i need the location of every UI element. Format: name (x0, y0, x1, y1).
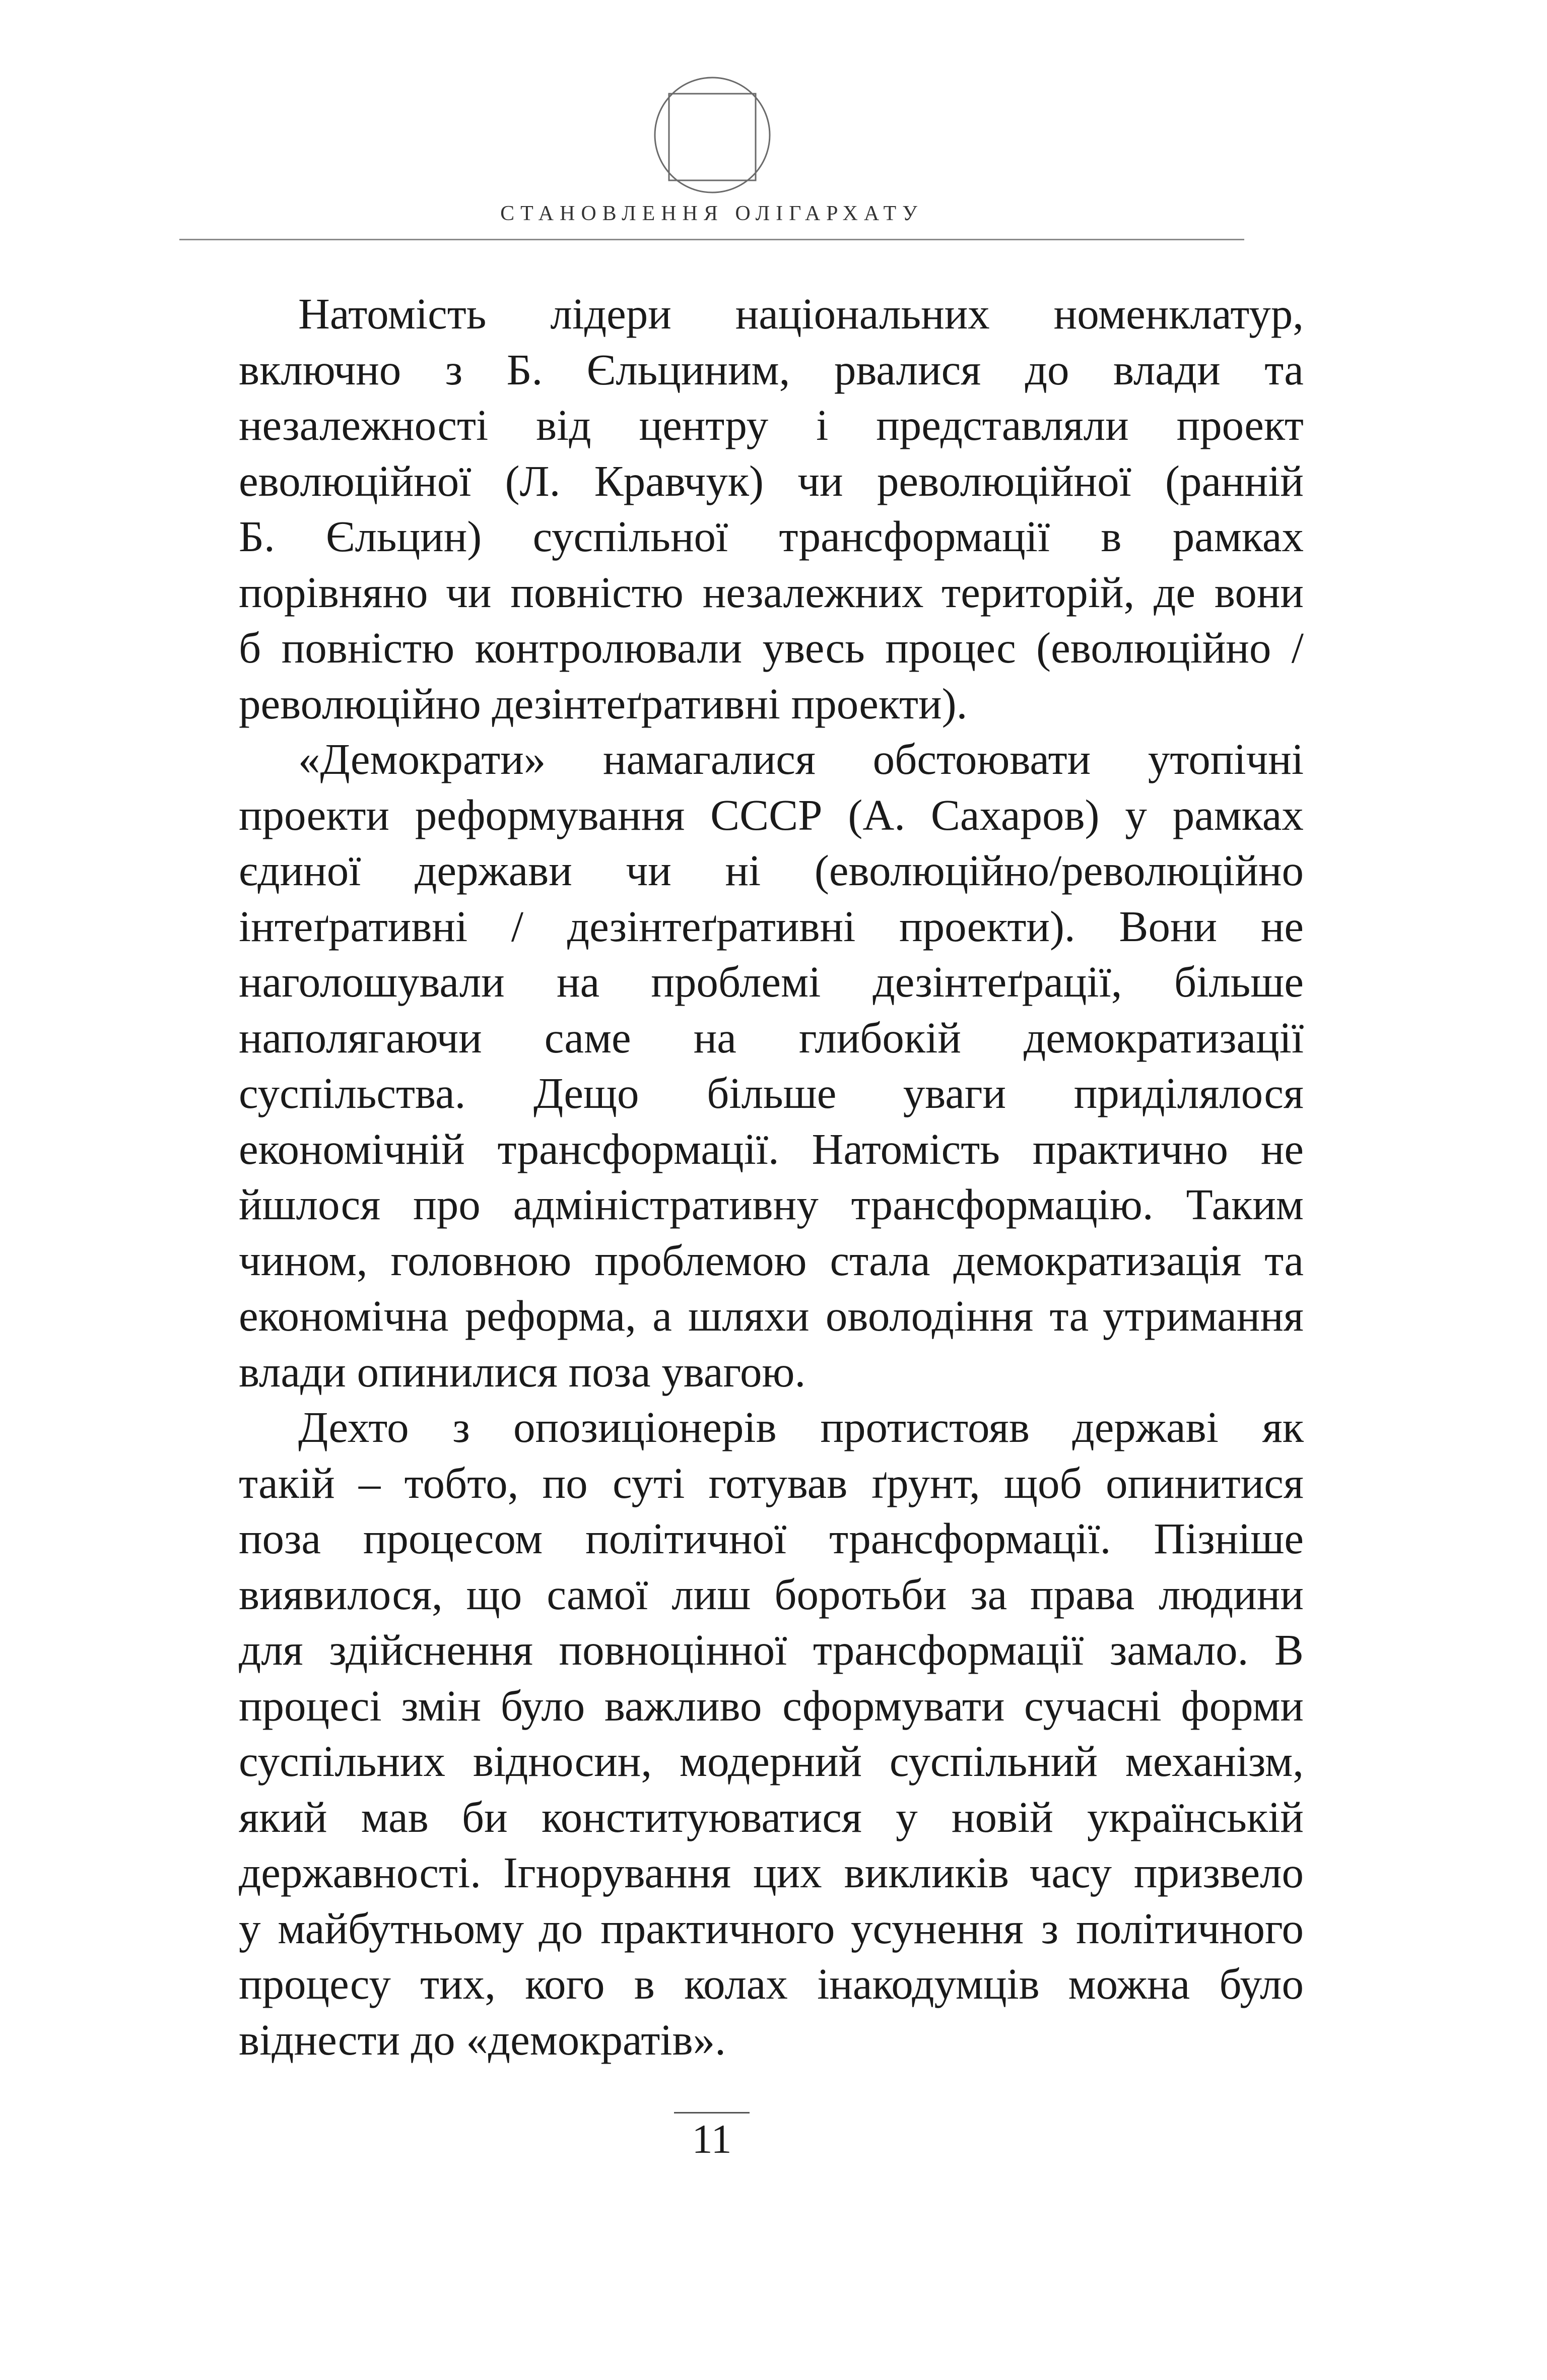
word: відносин, (473, 1737, 652, 1786)
word: проекти). (899, 901, 1075, 951)
word: чи (797, 456, 843, 505)
word: мав (361, 1792, 428, 1841)
word: здійснення (329, 1625, 533, 1674)
word: включно (239, 345, 401, 394)
word: процесом (363, 1514, 543, 1563)
word: колах (684, 1959, 788, 2008)
word: змін (401, 1681, 482, 1730)
word: трансформації. (829, 1514, 1111, 1563)
word: лідери (550, 289, 671, 338)
word: викликів (844, 1848, 1007, 1897)
word: за (970, 1569, 1007, 1619)
word: до (1025, 345, 1069, 394)
word: опозиціонерів (513, 1403, 777, 1451)
word: Дещо (533, 1069, 639, 1117)
word: суті (613, 1458, 685, 1507)
word: СССР (710, 790, 823, 839)
word: сучасні (1024, 1681, 1162, 1730)
word: рамках (1172, 790, 1304, 839)
word: саме (544, 1013, 631, 1062)
word: незалежності (239, 401, 489, 449)
word: ні (725, 846, 761, 895)
word: ґрунт, (871, 1458, 980, 1507)
text-line (179, 1956, 1304, 2012)
word: Натомість (812, 1124, 1000, 1173)
word: / (1291, 623, 1304, 672)
word: про (413, 1180, 481, 1229)
word: повністю (510, 567, 684, 617)
text-line (179, 1010, 1304, 1066)
word: центру (639, 401, 769, 449)
word: «Демократи» (298, 735, 546, 783)
page-number-rule (674, 2112, 750, 2113)
word: Єльциним, (586, 345, 790, 394)
text-line (179, 1790, 1304, 1845)
word: механізм, (1125, 1737, 1304, 1786)
word: адміністративну (513, 1180, 819, 1229)
word: з (445, 345, 463, 394)
word: би (461, 1792, 508, 1841)
text-line (179, 453, 1304, 509)
word: Б. (239, 512, 275, 561)
word: щоб (1003, 1458, 1082, 1507)
word: більше (1174, 957, 1304, 1006)
word: суспільний (889, 1737, 1098, 1786)
word: територій, (941, 567, 1135, 617)
word: українській (1087, 1792, 1304, 1841)
word: демократизація (953, 1235, 1242, 1285)
word: трансформації (779, 512, 1050, 561)
word: а (652, 1291, 672, 1340)
word: номенклатур, (1053, 289, 1304, 338)
word: трансформації. (497, 1124, 779, 1173)
word: процес (885, 623, 1016, 672)
page-number: 11 (692, 2116, 732, 2162)
word: важливо (604, 1681, 763, 1730)
text-line (179, 565, 1304, 621)
text-line (179, 509, 1304, 565)
word: практично (1032, 1124, 1228, 1173)
word: утримання (1103, 1291, 1304, 1340)
word: економічній (239, 1124, 465, 1173)
text-line (179, 1511, 1304, 1567)
word: держави (415, 846, 572, 895)
text-line (179, 1233, 1304, 1289)
word: незалежних (702, 567, 923, 617)
word: лиш (671, 1569, 751, 1619)
word: утопічні (1148, 735, 1304, 783)
word: національних (735, 289, 990, 338)
text-line (179, 1456, 1304, 1511)
word: чином, (239, 1235, 368, 1285)
text-line (179, 1734, 1304, 1790)
word: від (536, 401, 591, 449)
word: не (1260, 1124, 1304, 1173)
word: що (466, 1569, 523, 1619)
word: (еволюційно/революційно (814, 846, 1304, 895)
word: суспільної (532, 512, 728, 561)
word: трансформації (813, 1625, 1084, 1674)
text-line (179, 843, 1304, 899)
word: дезінтеґрації, (872, 957, 1122, 1006)
header-rule (179, 239, 1244, 240)
text-line (179, 1678, 1304, 1734)
word: та (1264, 1235, 1304, 1285)
word: повністю (281, 623, 455, 672)
word: приділялося (1073, 1069, 1304, 1117)
word: влади (1113, 345, 1221, 394)
text-line (179, 1288, 1304, 1344)
word: можна (1068, 1959, 1190, 2008)
word: проблемі (651, 957, 821, 1006)
word: часу (1029, 1848, 1112, 1897)
word: Вони (1119, 901, 1218, 951)
word: – (358, 1458, 381, 1507)
word: реформа, (464, 1291, 636, 1340)
word: та (1264, 345, 1304, 394)
text-line (179, 1567, 1304, 1623)
text-line (179, 620, 1304, 676)
paragraph-2 (179, 732, 1304, 1400)
text-line (179, 1121, 1304, 1177)
word: у (1125, 790, 1147, 839)
word: поза (239, 1514, 320, 1563)
circle-square-emblem-icon (653, 76, 772, 194)
word: проблемою (594, 1235, 807, 1285)
word: в (634, 1959, 655, 2008)
word: єдиної (239, 846, 361, 895)
word: Пізніше (1154, 1514, 1304, 1563)
word: процесі (239, 1681, 382, 1730)
word: який (239, 1792, 327, 1841)
word: призвело (1133, 1848, 1304, 1897)
word: (Л. (505, 456, 561, 505)
text-line (179, 1066, 1304, 1121)
word: Сахаров) (930, 790, 1100, 839)
text-line (179, 732, 1304, 787)
word: рвалися (834, 345, 981, 394)
word: повноцінної (559, 1625, 787, 1674)
word: форми (1181, 1681, 1304, 1730)
word: на (557, 957, 599, 1006)
word: обстоювати (872, 735, 1091, 783)
word: де (1154, 567, 1195, 617)
word: державі (1072, 1403, 1219, 1451)
word: майбутньому (278, 1903, 521, 1953)
text-line: влади опинилися поза увагою. (239, 1347, 806, 1396)
word: Єльцин) (326, 512, 482, 561)
word: інакодумців (817, 1959, 1039, 2008)
word: в (1101, 512, 1122, 561)
word: демократизації (1023, 1013, 1304, 1062)
word: економічна (239, 1291, 449, 1340)
word: Таким (1186, 1180, 1304, 1229)
word: проект (1176, 401, 1304, 449)
word: такій (239, 1458, 335, 1507)
word: тих, (420, 1959, 496, 2008)
word: кого (525, 1959, 605, 2008)
word: було (1219, 1959, 1304, 2008)
word: не (1260, 901, 1304, 951)
word: представляли (876, 401, 1129, 449)
word: суспільства. (239, 1069, 466, 1117)
word: Б. (506, 345, 543, 394)
word: замало. (1109, 1625, 1249, 1674)
word: революційної (877, 456, 1131, 505)
word: у (239, 1903, 260, 1953)
word: виявилося, (239, 1569, 443, 1619)
word: з (1041, 1903, 1059, 1953)
word: увесь (762, 623, 865, 672)
word: державності. (239, 1848, 481, 1897)
word: (ранній (1165, 456, 1304, 505)
word: (еволюційно (1036, 623, 1271, 672)
word: глибокій (798, 1013, 961, 1062)
word: стала (830, 1235, 930, 1285)
word: уваги (903, 1069, 1006, 1117)
word: права (1030, 1569, 1135, 1619)
text-line: революційно дезінтеґративні проекти). (239, 679, 968, 728)
word: / (511, 901, 524, 951)
text-line (179, 899, 1304, 955)
word: і (816, 401, 829, 449)
word: самої (547, 1569, 648, 1619)
paragraph-3 (179, 1400, 1304, 2068)
word: Кравчук) (594, 456, 764, 505)
word: проекти (239, 790, 389, 839)
word: та (1049, 1291, 1087, 1340)
text-line (179, 1622, 1304, 1678)
word: з (452, 1403, 470, 1451)
word: Ігнорування (503, 1848, 731, 1897)
word: тобто, (404, 1458, 519, 1507)
text-line (179, 398, 1304, 453)
word: по (542, 1458, 589, 1507)
word: наголошували (239, 957, 505, 1006)
word: шляхи (688, 1291, 810, 1340)
word: дезінтеґративні (567, 901, 856, 951)
body-text (179, 286, 1304, 2068)
word: було (500, 1681, 585, 1730)
word: готував (708, 1458, 848, 1507)
word: до (539, 1903, 583, 1953)
word: суспільних (239, 1737, 446, 1786)
word: процесу (239, 1959, 391, 2008)
text-line (179, 1845, 1304, 1901)
text-line (179, 286, 1304, 342)
running-head: СТАНОВЛЕННЯ ОЛІГАРХАТУ (500, 202, 923, 225)
word: В (1274, 1625, 1304, 1674)
word: політичної (585, 1514, 787, 1563)
word: оволодіння (825, 1291, 1034, 1340)
word: політичного (1076, 1903, 1304, 1953)
word: на (693, 1013, 736, 1062)
text-line (179, 1901, 1304, 1957)
word: протистояв (820, 1403, 1029, 1451)
word: трансформацію. (851, 1180, 1154, 1229)
word: реформування (415, 790, 685, 839)
word: намагалися (602, 735, 816, 783)
word: модерний (679, 1737, 862, 1786)
word: йшлося (239, 1180, 381, 1229)
word: практичного (600, 1903, 834, 1953)
word: Дехто (298, 1403, 409, 1451)
word: (А. (848, 790, 905, 839)
word: опинитися (1105, 1458, 1304, 1507)
word: у (896, 1792, 918, 1841)
word: наполягаючи (239, 1013, 482, 1062)
word: Натомість (298, 289, 487, 338)
word: головною (390, 1235, 572, 1285)
word: боротьби (774, 1569, 947, 1619)
word: чи (446, 567, 492, 617)
word: еволюційної (239, 456, 472, 505)
text-line (179, 1400, 1304, 1456)
word: контролювали (475, 623, 743, 672)
word: новій (951, 1792, 1053, 1841)
word: чи (626, 846, 671, 895)
text-line: віднести до «демократів». (239, 2015, 726, 2064)
paragraph-1 (179, 286, 1304, 732)
word: більше (707, 1069, 836, 1117)
text-line (179, 787, 1304, 843)
word: усунення (851, 1903, 1024, 1953)
word: сформувати (782, 1681, 1005, 1730)
word: для (239, 1625, 303, 1674)
word: людини (1158, 1569, 1304, 1619)
text-line (179, 1177, 1304, 1233)
text-line (179, 954, 1304, 1010)
word: цих (753, 1848, 822, 1897)
word: порівняно (239, 567, 427, 617)
word: вони (1214, 567, 1304, 617)
word: б (239, 623, 261, 672)
word: конституюватися (541, 1792, 862, 1841)
word: рамках (1172, 512, 1304, 561)
word: як (1262, 1403, 1304, 1451)
text-line (179, 342, 1304, 398)
word: інтеґративні (239, 901, 468, 951)
